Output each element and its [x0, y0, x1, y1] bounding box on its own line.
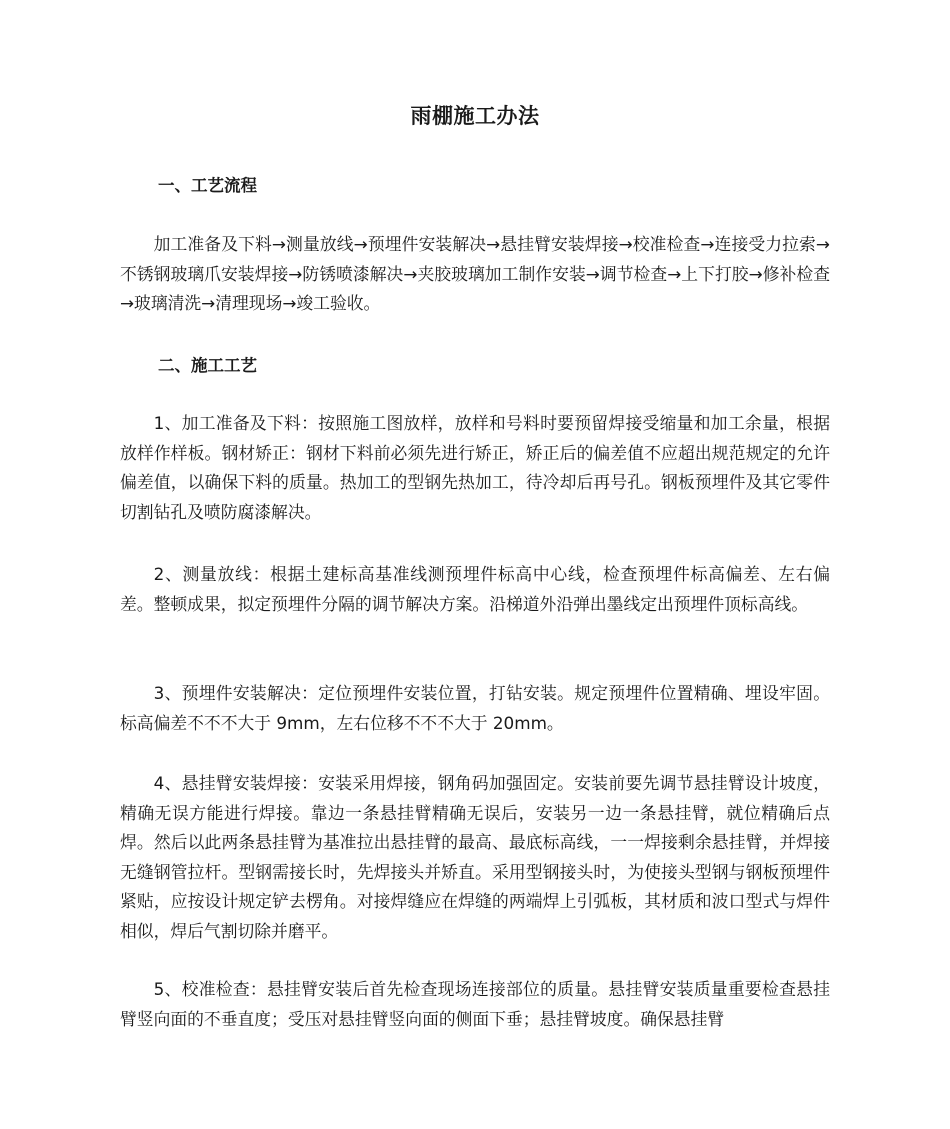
paragraph-step-1: 1、加工准备及下料：按照施工图放样，放样和号料时要预留焊接受缩量和加工余量，根据放样作样板。钢材矫正：钢材下料前必须先进行矫正，矫正后的偏差值不应超出规范规定的允许偏差值，以确保下料的质量。热加工的型钢先热加工，待冷却后再号孔。钢板预埋件及其它零件切割钻孔及喷防腐漆解决。: [120, 413, 830, 522]
paragraph-step-2: 2、测量放线：根据土建标高基准线测预埋件标高中心线，检查预埋件标高偏差、左右偏差。整顿成果，拟定预埋件分隔的调节解决方案。沿梯道外沿弹出墨线定出预埋件顶标高线。: [120, 564, 830, 614]
paragraph-step-4: 4、悬挂臂安装焊接：安装采用焊接，钢角码加强固定。安装前要先调节悬挂臂设计坡度，精确无误方能进行焊接。靠边一条悬挂臂精确无误后，安装另一边一条悬挂臂，就位精确后点焊。然后以此两条悬挂臂为基准拉出悬挂臂的最高、最底标高线，一一焊接剩余悬挂臂，并焊接无缝钢管拉杆。型钢需接长时，先焊接头并矫直。采用型钢接头时，为使接头型钢与钢板预埋件紧贴，应按设计规定铲去楞角。对接焊缝应在焊缝的两端焊上引弧板，其材质和波口型式与焊件相似，焊后气割切除并磨平。: [120, 773, 830, 941]
paragraph-step-5: 5、校准检查：悬挂臂安装后首先检查现场连接部位的质量。悬挂臂安装质量重要检查悬挂臂竖向面的不垂直度；受压对悬挂臂竖向面的侧面下垂；悬挂臂坡度。确保悬挂臂: [120, 979, 830, 1029]
section-heading-process: 一、工艺流程: [158, 176, 257, 195]
document-title: 雨棚施工办法: [410, 104, 540, 128]
paragraph-step-3: 3、预埋件安装解决：定位预埋件安装位置，打钻安装。规定预埋件位置精确、埋设牢固。标高偏差不不不大于 9mm，左右位移不不不大于 20mm。: [120, 683, 830, 733]
paragraph-process-flow: 加工准备及下料→测量放线→预埋件安装解决→悬挂臂安装焊接→校准检查→连接受力拉索→不锈钢玻璃爪安装焊接→防锈喷漆解决→夹胶玻璃加工制作安装→调节检查→上下打胶→修补检查→玻璃清洗→清理现场→竣工验收。: [120, 234, 830, 313]
section-heading-technique: 二、施工工艺: [158, 356, 257, 375]
